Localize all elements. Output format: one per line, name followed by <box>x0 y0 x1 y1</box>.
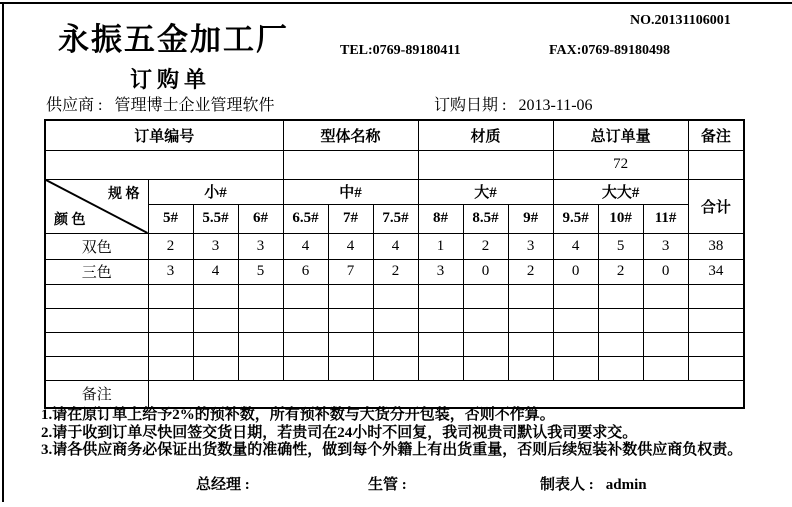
note-line-3: 3.请各供应商务必保证出货数量的准确性，做到每个外籍上有出货重量，否则后续短装补数供应商负权责。 <box>41 442 743 458</box>
qty-cell: 3 <box>193 233 238 259</box>
page-top-border <box>0 2 792 4</box>
empty-cell <box>553 356 598 380</box>
document-number: NO.20131106001 <box>630 13 731 28</box>
empty-cell <box>418 332 463 356</box>
col-header-order-no: 订单编号 <box>45 120 283 150</box>
form-title: 订购单 <box>130 67 212 92</box>
empty-cell <box>553 284 598 308</box>
order-no-value <box>45 150 283 179</box>
empty-cell <box>238 284 283 308</box>
empty-cell <box>553 332 598 356</box>
size-header-5_5: 5.5# <box>193 204 238 233</box>
supplier-label: 供应商 : <box>46 97 103 114</box>
empty-cell <box>463 308 508 332</box>
qty-cell: 3 <box>508 233 553 259</box>
empty-cell <box>193 332 238 356</box>
color-label: 颜 色 <box>54 212 86 228</box>
size-header-6_5: 6.5# <box>283 204 328 233</box>
empty-cell <box>508 356 553 380</box>
empty-cell <box>418 308 463 332</box>
empty-cell <box>328 332 373 356</box>
total-qty-value: 72 <box>553 150 688 179</box>
bottom-remark-value <box>148 380 744 408</box>
empty-cell <box>598 356 643 380</box>
empty-cell <box>643 356 688 380</box>
qty-cell: 5 <box>598 233 643 259</box>
empty-cell <box>688 308 744 332</box>
qty-cell: 2 <box>148 233 193 259</box>
empty-cell <box>598 332 643 356</box>
qty-cell: 4 <box>193 259 238 284</box>
empty-cell <box>688 356 744 380</box>
size-header-10: 10# <box>598 204 643 233</box>
fax-number: FAX:0769-89180498 <box>549 43 671 58</box>
empty-cell <box>643 308 688 332</box>
size-group-small: 小# <box>148 179 283 204</box>
row-total: 34 <box>688 259 744 284</box>
size-header-11: 11# <box>643 204 688 233</box>
empty-cell <box>643 284 688 308</box>
general-manager-sign <box>196 473 250 494</box>
size-header-9_5: 9.5# <box>553 204 598 233</box>
qty-cell: 3 <box>418 259 463 284</box>
empty-cell <box>508 308 553 332</box>
empty-cell <box>148 284 193 308</box>
preparer-sign <box>540 473 647 494</box>
empty-cell <box>45 356 148 380</box>
order-date-value: 2013-11-06 <box>518 97 593 114</box>
empty-cell <box>373 308 418 332</box>
qty-cell: 5 <box>238 259 283 284</box>
empty-cell <box>598 284 643 308</box>
size-header-7: 7# <box>328 204 373 233</box>
qty-cell: 2 <box>598 259 643 284</box>
data-row-three-color <box>45 259 744 284</box>
col-header-material: 材质 <box>418 120 553 150</box>
empty-cell <box>373 284 418 308</box>
col-header-remark: 备注 <box>688 120 744 150</box>
qty-cell: 3 <box>148 259 193 284</box>
qty-cell: 2 <box>373 259 418 284</box>
spec-label: 规 格 <box>108 186 140 202</box>
qty-cell: 0 <box>643 259 688 284</box>
empty-cell <box>193 284 238 308</box>
remark-value <box>688 150 744 179</box>
empty-row <box>45 332 744 356</box>
qty-cell: 7 <box>328 259 373 284</box>
size-header-8: 8# <box>418 204 463 233</box>
model-name-value <box>283 150 418 179</box>
empty-cell <box>373 332 418 356</box>
qty-cell: 3 <box>643 233 688 259</box>
empty-cell <box>148 356 193 380</box>
company-name: 永振五金加工厂 <box>58 22 289 57</box>
empty-cell <box>193 356 238 380</box>
empty-cell <box>238 332 283 356</box>
size-header-7_5: 7.5# <box>373 204 418 233</box>
production-sign <box>368 473 407 494</box>
empty-cell <box>283 356 328 380</box>
order-table <box>44 119 745 409</box>
production-label: 生管 : <box>368 477 407 493</box>
empty-cell <box>688 284 744 308</box>
qty-cell: 0 <box>463 259 508 284</box>
qty-cell: 2 <box>508 259 553 284</box>
empty-cell <box>328 308 373 332</box>
qty-cell: 3 <box>238 233 283 259</box>
tel-number: TEL:0769-89180411 <box>340 43 461 58</box>
empty-cell <box>328 284 373 308</box>
material-value <box>418 150 553 179</box>
empty-cell <box>418 284 463 308</box>
order-date-line <box>434 92 593 115</box>
size-group-xlarge: 大大# <box>553 179 688 204</box>
empty-cell <box>238 308 283 332</box>
empty-cell <box>238 356 283 380</box>
page-left-border <box>2 2 4 502</box>
bottom-remark-label: 备注 <box>45 380 148 408</box>
data-row-two-color <box>45 233 744 259</box>
preparer-label: 制表人 : <box>540 477 594 493</box>
empty-row <box>45 308 744 332</box>
note-line-2: 2.请于收到订单尽快回签交货日期，若贵司在24小时不回复，我司视贵司默认我司要求交。 <box>41 424 638 441</box>
general-manager-label: 总经理 : <box>196 477 250 493</box>
qty-cell: 4 <box>373 233 418 259</box>
empty-cell <box>283 308 328 332</box>
row-color-label: 双色 <box>45 233 148 259</box>
qty-cell: 0 <box>553 259 598 284</box>
empty-cell <box>45 332 148 356</box>
empty-cell <box>148 308 193 332</box>
supplier-value: 管理博士企业管理软件 <box>114 97 275 114</box>
size-header-6: 6# <box>238 204 283 233</box>
empty-cell <box>508 332 553 356</box>
notes-block <box>41 407 742 460</box>
empty-cell <box>45 284 148 308</box>
empty-cell <box>463 356 508 380</box>
empty-cell <box>328 356 373 380</box>
col-header-model-name: 型体名称 <box>283 120 418 150</box>
empty-cell <box>463 284 508 308</box>
sum-header: 合计 <box>688 179 744 233</box>
empty-cell <box>283 284 328 308</box>
qty-cell: 4 <box>328 233 373 259</box>
qty-cell: 1 <box>418 233 463 259</box>
size-group-medium: 中# <box>283 179 418 204</box>
empty-cell <box>553 308 598 332</box>
qty-cell: 2 <box>463 233 508 259</box>
empty-cell <box>598 308 643 332</box>
preparer-value: admin <box>605 477 647 493</box>
empty-cell <box>45 308 148 332</box>
order-date-label: 订购日期 : <box>434 97 507 114</box>
qty-cell: 6 <box>283 259 328 284</box>
size-header-9: 9# <box>508 204 553 233</box>
supplier-line <box>46 92 274 115</box>
row-total: 38 <box>688 233 744 259</box>
size-header-8_5: 8.5# <box>463 204 508 233</box>
empty-cell <box>508 284 553 308</box>
col-header-total-qty: 总订单量 <box>553 120 688 150</box>
qty-cell: 4 <box>553 233 598 259</box>
empty-cell <box>643 332 688 356</box>
empty-cell <box>463 332 508 356</box>
empty-cell <box>283 332 328 356</box>
empty-cell <box>193 308 238 332</box>
qty-cell: 4 <box>283 233 328 259</box>
empty-row <box>45 284 744 308</box>
empty-cell <box>688 332 744 356</box>
empty-row <box>45 356 744 380</box>
diagonal-header-cell <box>45 179 148 233</box>
size-group-large: 大# <box>418 179 553 204</box>
empty-cell <box>148 332 193 356</box>
empty-cell <box>373 356 418 380</box>
row-color-label: 三色 <box>45 259 148 284</box>
empty-cell <box>418 356 463 380</box>
size-header-5: 5# <box>148 204 193 233</box>
note-line-1: 1.请在原订单上给予2%的预补数，所有预补数与大货分开包装，否则不作算。 <box>41 407 555 423</box>
